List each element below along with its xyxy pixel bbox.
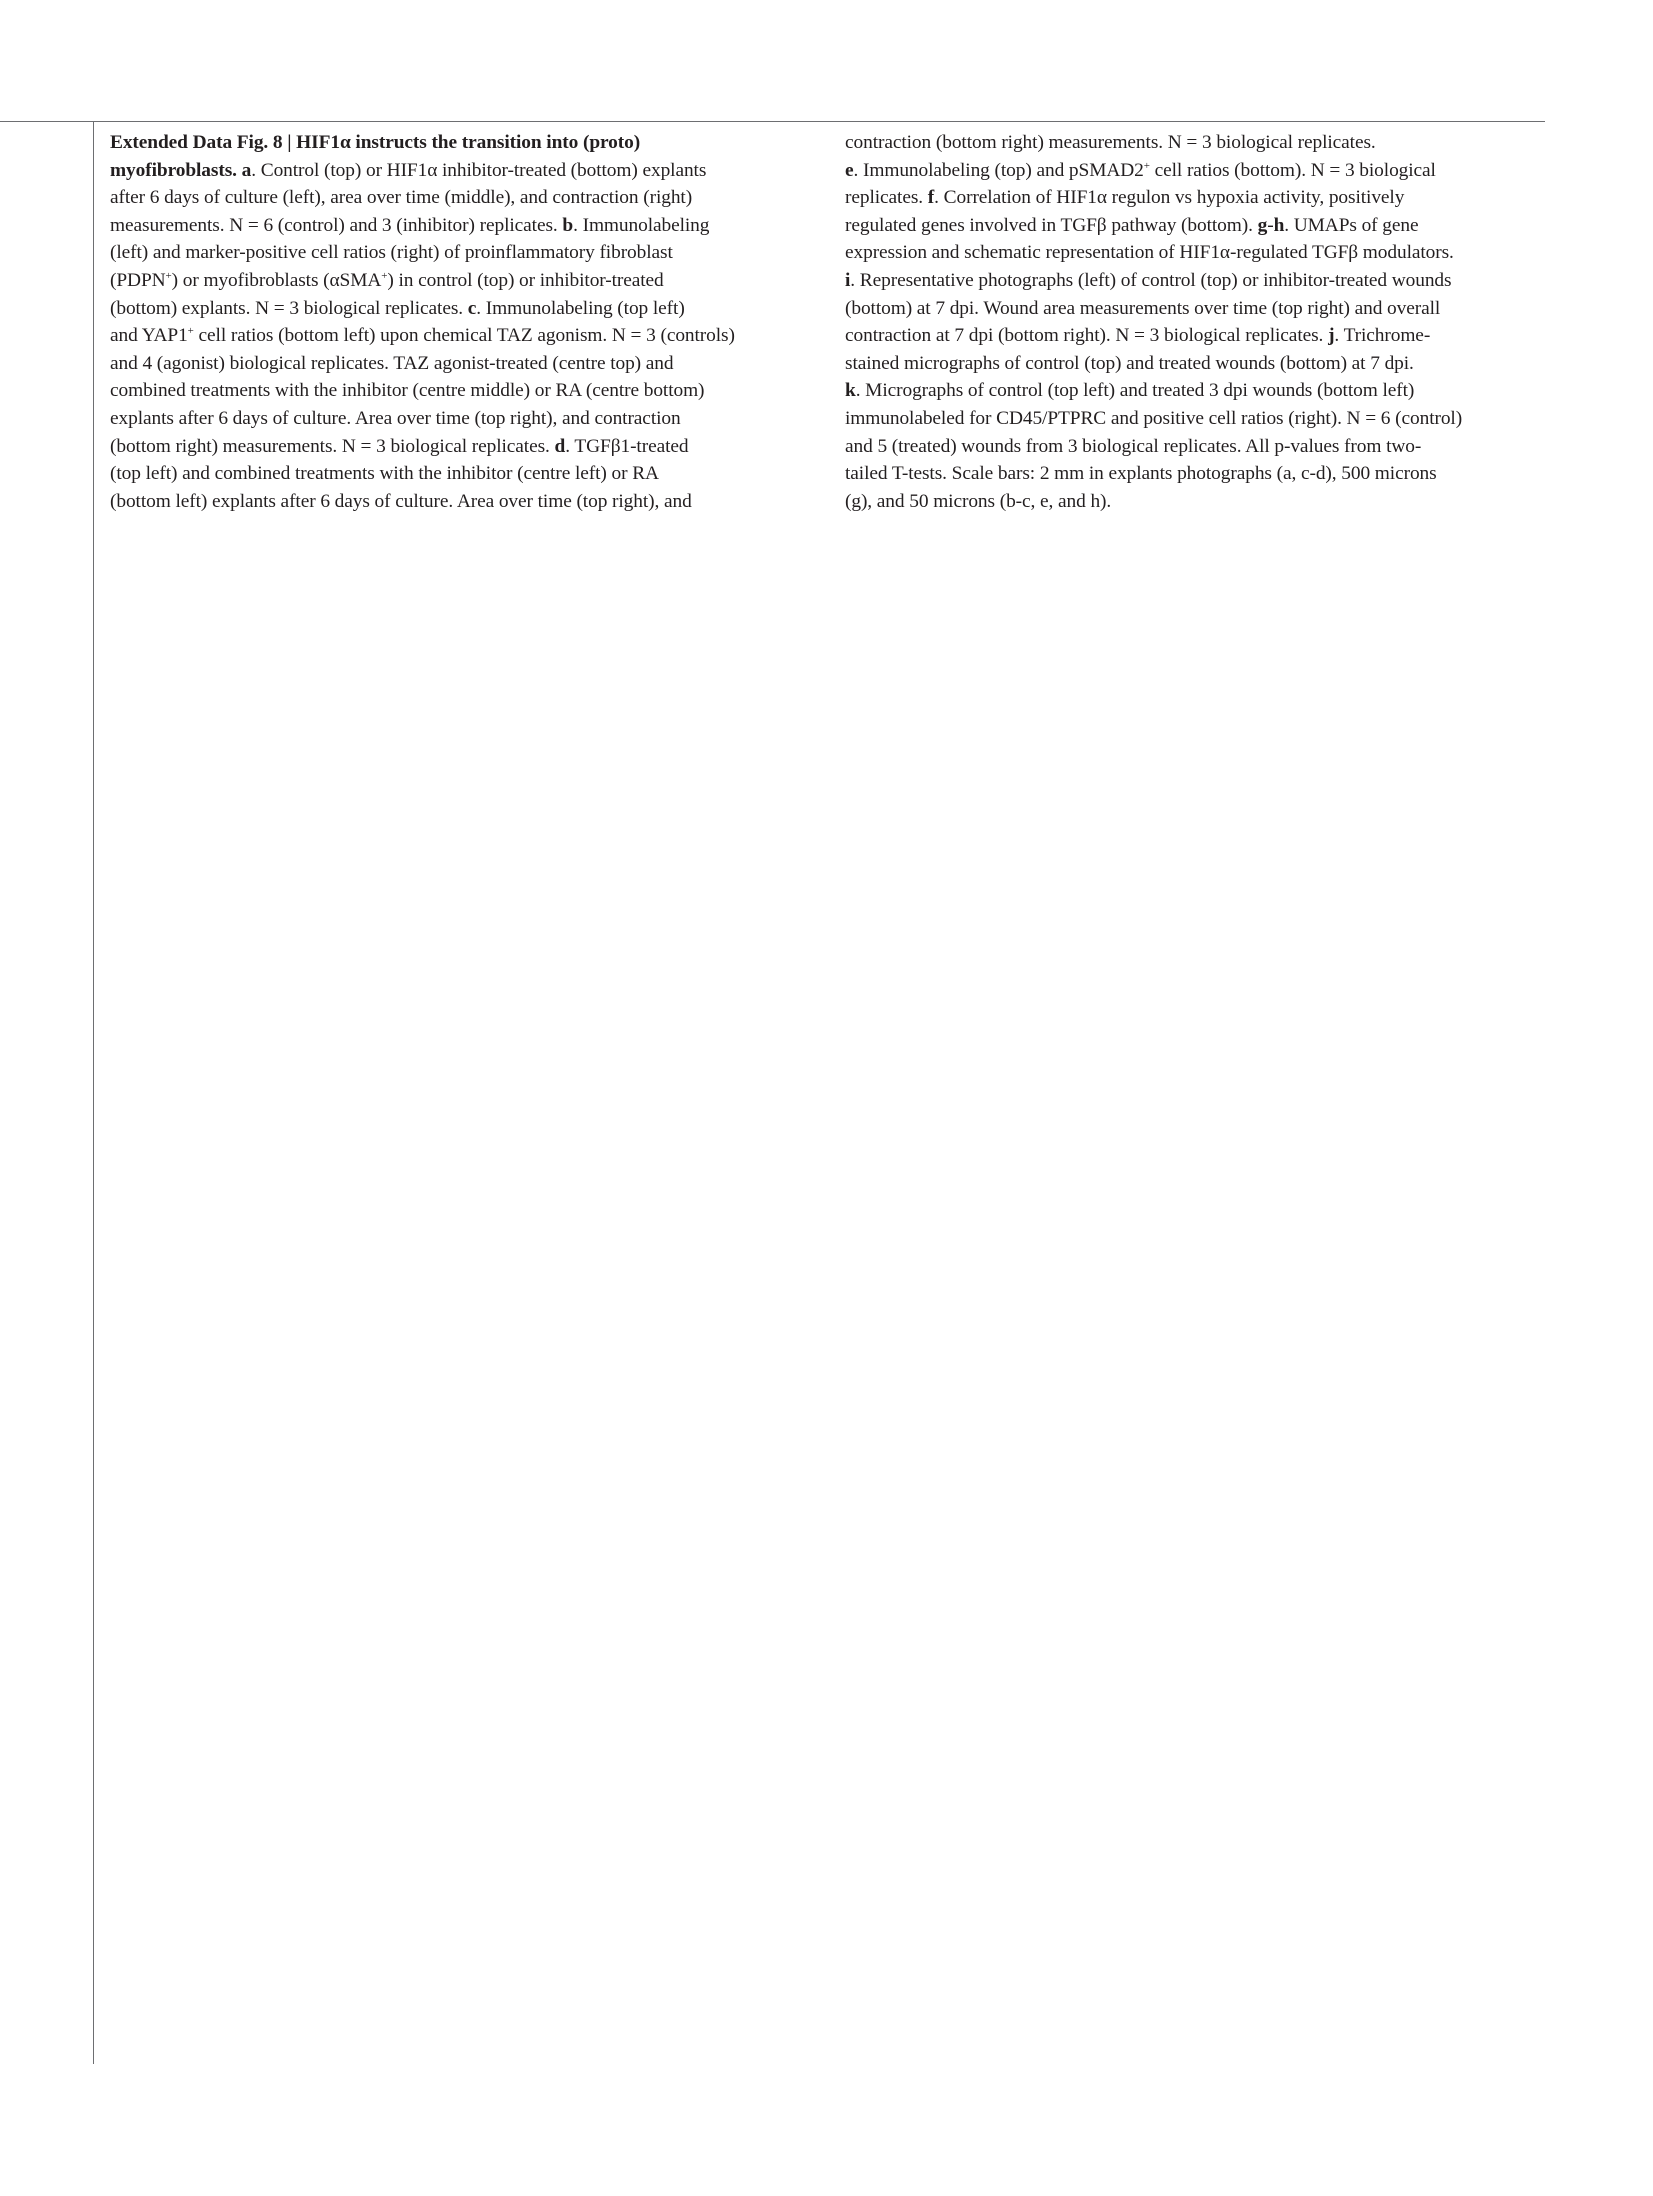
caption-line [110, 295, 816, 323]
caption-line [845, 157, 1550, 185]
caption-line [110, 212, 816, 240]
text-run: . Representative photographs (left) of control (top) or inhibitor-treated wounds [850, 269, 1452, 291]
caption-line [110, 350, 816, 378]
caption-line [845, 212, 1550, 240]
text-run: and 5 (treated) wounds from 3 biological replicates. All p-values from two- [845, 435, 1422, 457]
bold-run: d [554, 435, 566, 457]
caption-line [845, 267, 1550, 295]
caption-line [110, 433, 816, 461]
caption-line [845, 184, 1550, 212]
caption-line [845, 322, 1550, 350]
caption-column-right [845, 129, 1550, 515]
caption-line [845, 350, 1550, 378]
superscript: + [187, 325, 194, 338]
text-run: (bottom) at 7 dpi. Wound area measurements over time (top right) and overall [845, 297, 1441, 319]
top-rule [0, 121, 1545, 122]
text-run: contraction (bottom right) measurements. N = 3 biological replicates. [845, 132, 1376, 153]
text-run: tailed T-tests. Scale bars: 2 mm in explants photographs (a, c-d), 500 microns [845, 463, 1437, 485]
text-run: expression and schematic representation of HIF1α-regulated TGFβ modulators. [845, 242, 1454, 264]
text-run: (bottom left) explants after 6 days of culture. Area over time (top right), and [110, 490, 692, 512]
caption-line [110, 184, 816, 212]
caption-line [110, 239, 816, 267]
bold-run: g [1257, 214, 1268, 236]
superscript: + [1143, 159, 1150, 172]
caption-column-left [110, 129, 816, 515]
text-run: (g), and 50 microns (b-c, e, and h). [845, 490, 1112, 512]
bold-run: k [845, 380, 856, 402]
text-run: . Control (top) or HIF1α inhibitor-treated (bottom) explants [251, 159, 707, 181]
text-run: ) or myofibroblasts (αSMA [171, 269, 382, 291]
caption-line [845, 433, 1550, 461]
bold-run: e [845, 159, 854, 181]
caption-line [845, 377, 1550, 405]
caption-line [845, 460, 1550, 488]
text-run: . Immunolabeling (top left) [476, 297, 685, 319]
text-run: contraction at 7 dpi (bottom right). N = 3 biological replicates. [845, 325, 1329, 347]
text-run: (top left) and combined treatments with the inhibitor (centre left) or RA [110, 463, 659, 485]
caption-line [110, 405, 816, 433]
text-run: . Immunolabeling [573, 214, 710, 236]
caption-line [110, 460, 816, 488]
bold-run: myofibroblasts. a [110, 159, 252, 181]
text-run: - [1267, 214, 1274, 236]
caption-line [110, 157, 816, 185]
text-run: (bottom) explants. N = 3 biological replicates. [110, 297, 468, 319]
text-run: (bottom right) measurements. N = 3 biological replicates. [110, 435, 555, 457]
text-run: immunolabeled for CD45/PTPRC and positive cell ratios (right). N = 6 (control) [845, 407, 1463, 429]
bold-run: i [845, 269, 851, 291]
text-run: . UMAPs of gene [1284, 214, 1419, 236]
text-run: . Trichrome- [1334, 325, 1431, 347]
text-run: . TGFβ1-treated [565, 435, 689, 457]
text-run: and 4 (agonist) biological replicates. TAZ agonist-treated (centre top) and [110, 352, 674, 374]
caption-line [110, 267, 816, 295]
caption-line [110, 377, 816, 405]
text-run: replicates. [845, 187, 928, 209]
text-run: (PDPN [110, 269, 166, 291]
bold-run: f [927, 187, 935, 209]
text-run: regulated genes involved in TGFβ pathway (bottom). [845, 214, 1258, 236]
text-run: explants after 6 days of culture. Area over time (top right), and contraction [110, 407, 681, 429]
bold-run: Extended Data Fig. 8 | HIF1α instructs the transition into (proto) [110, 132, 641, 153]
superscript: + [165, 269, 172, 282]
bold-run: h [1273, 214, 1285, 236]
text-run: after 6 days of culture (left), area over time (middle), and contraction (right) [110, 187, 693, 209]
caption-line [845, 488, 1550, 516]
bold-run: c [467, 297, 477, 319]
bold-run: b [562, 214, 574, 236]
text-run: . Micrographs of control (top left) and treated 3 dpi wounds (bottom left) [855, 380, 1415, 402]
text-run: . Correlation of HIF1α regulon vs hypoxia activity, positively [934, 187, 1405, 209]
left-margin-rule [93, 122, 94, 2064]
caption-line [845, 129, 1550, 157]
text-run: (left) and marker-positive cell ratios (right) of proinflammatory fibroblast [110, 242, 673, 264]
superscript: + [381, 269, 388, 282]
caption-line [110, 129, 816, 157]
text-run: and YAP1 [110, 325, 188, 347]
text-run: . Immunolabeling (top) and pSMAD2 [853, 159, 1144, 181]
text-run: measurements. N = 6 (control) and 3 (inhibitor) replicates. [110, 214, 563, 236]
caption-line [845, 295, 1550, 323]
text-run: stained micrographs of control (top) and treated wounds (bottom) at 7 dpi. [845, 352, 1414, 374]
bold-run: j [1328, 325, 1335, 347]
text-run: cell ratios (bottom). N = 3 biological [1149, 159, 1436, 181]
text-run: combined treatments with the inhibitor (centre middle) or RA (centre bottom) [110, 380, 705, 402]
caption-line [845, 405, 1550, 433]
caption-line [110, 488, 816, 516]
caption-line [845, 239, 1550, 267]
text-run: ) in control (top) or inhibitor-treated [387, 269, 664, 291]
caption-line [110, 322, 816, 350]
text-run: cell ratios (bottom left) upon chemical TAZ agonism. N = 3 (controls) [193, 325, 735, 347]
